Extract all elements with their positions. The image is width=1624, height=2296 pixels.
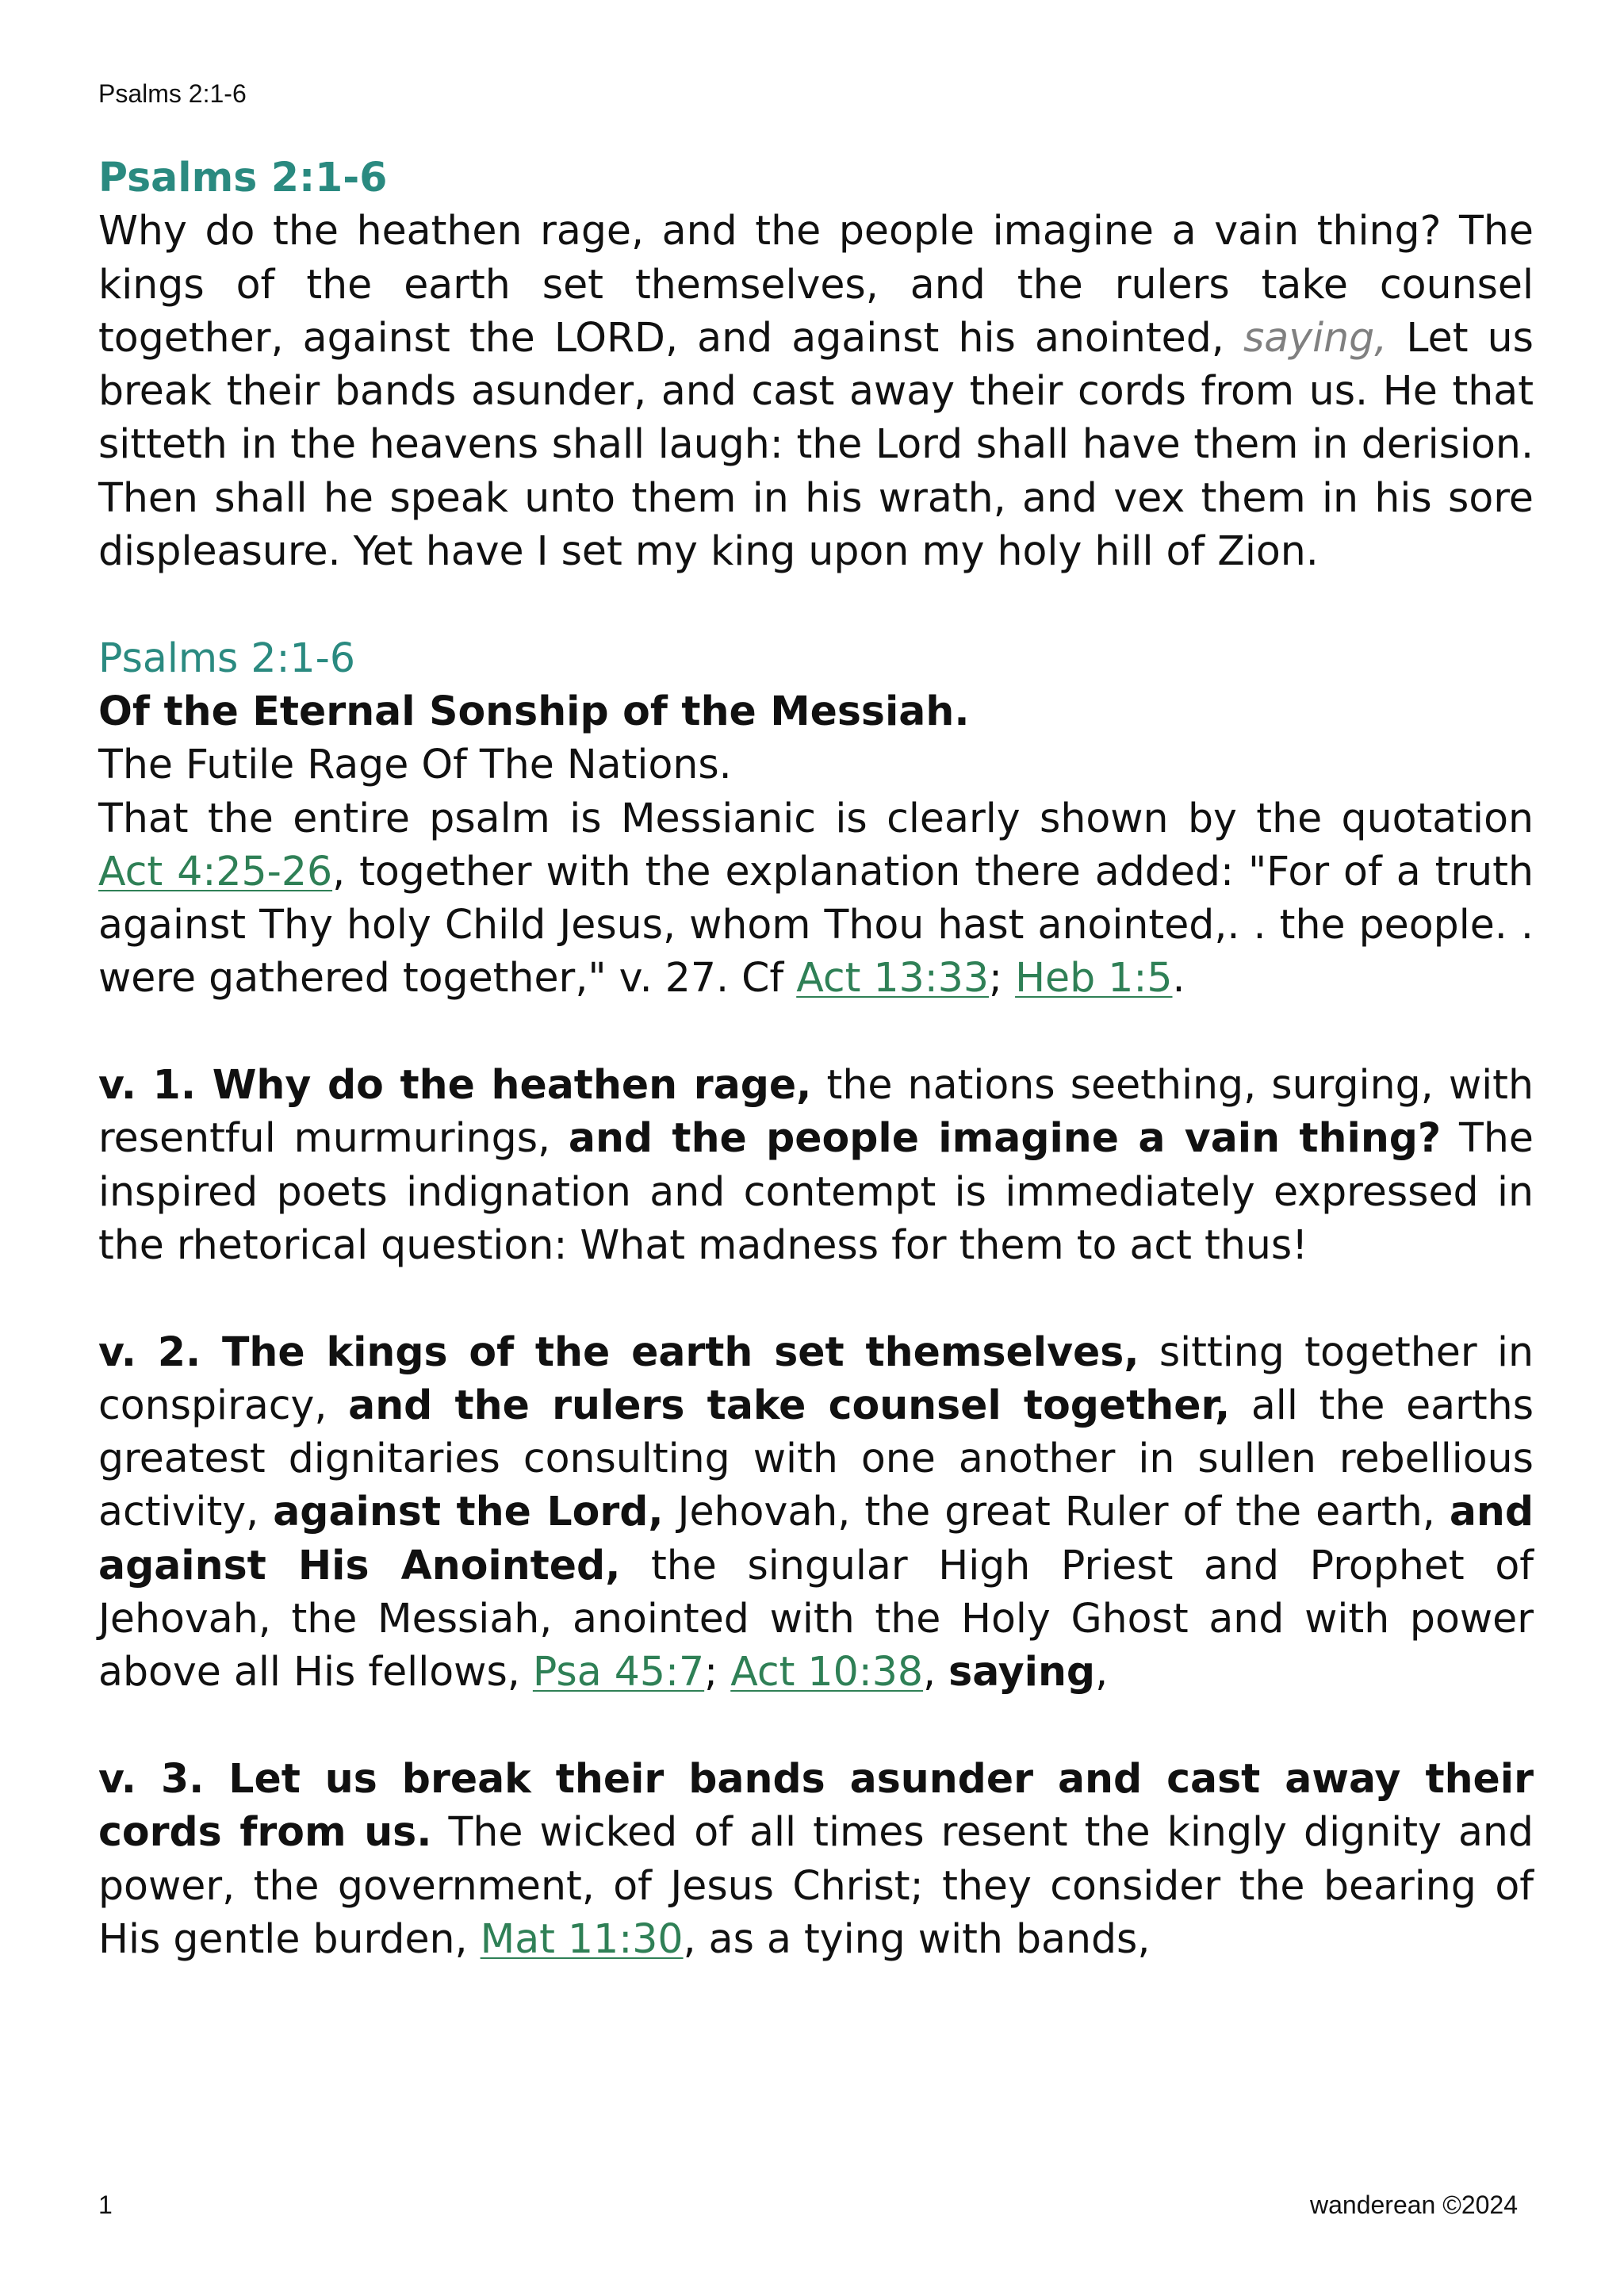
scripture-title: Psalms 2:1-6 [98,154,388,201]
intro-text-2: , together with the explanation there added: "For of a truth against Thy holy Child Jesus, whom Thou hast anointed,. . the people. . were gathered together," v. 27. Cf [98,847,1534,1002]
scripture-text-part2: Let us break their bands asunder, and cast away their cords from us. He that sitteth in the heavens shall laugh: the Lord shall have them in derision. Then shall he speak unto them in his wrath, and vex them in his sore displeasure. Yet have I set my king upon my holy hill of Zion. [98,313,1534,575]
intro-text-3: ; [989,954,1003,1002]
verse-2-commentary [98,1325,1534,1699]
verse-1-commentary [98,1058,1534,1271]
commentary-intro [98,792,1534,1005]
scripture-text [98,204,1534,577]
ref-link-act-13-33[interactable]: Act 13:33 [796,954,989,1002]
v2-text-4: the singular High Priest and Prophet of Jehovah, the Messiah, anointed with the Holy Ghost and with power above all His fellows, [98,1541,1534,1696]
commentary-heading [98,684,1534,738]
commentary-subheading: The Futile Rage Of The Nations. [98,741,732,788]
v1-bold-1: v. 1. Why do the heathen rage, [98,1061,812,1109]
v2-bold-2: and the rulers take counsel together, [348,1381,1231,1428]
v2-text-7: , [1095,1648,1109,1696]
v2-text-5: ; [704,1648,731,1696]
v3-text-1: The wicked of all times resent the kingly dignity and power, the government, of Jesus Christ; they consider the bearing of His gentle burden, [98,1808,1534,1962]
scripture-text-part1: Why do the heathen rage, and the people imagine a vain thing? The kings of the earth set themselves, and the rulers take counsel together, against the LORD, and against his anointed, [98,207,1534,361]
v2-bold-3: against the Lord, [273,1488,664,1535]
ref-link-mat-11-30[interactable]: Mat 11:30 [480,1915,684,1962]
ref-link-heb-1-5[interactable]: Heb 1:5 [1015,954,1173,1002]
copyright-notice: wanderean ©2024 [1310,2191,1518,2219]
intro-text-1: That the entire psalm is Messianic is clearly shown by the quotation [98,794,1534,841]
v3-text-2: , as a tying with bands, [683,1915,1151,1962]
v1-text-2: The inspired poets indignation and contempt is immediately expressed in the rhetorical question: What madness for them to act thus! [98,1114,1534,1268]
intro-text-4: . [1172,954,1185,1002]
commentary-reference: Psalms 2:1-6 [98,634,356,681]
commentary-heading-text: Of the Eternal Sonship of the Messiah. [98,687,970,734]
v2-bold-4: and against His Anointed, [98,1488,1534,1589]
scripture-italic-word: saying, [1243,313,1388,361]
ref-link-psa-45-7[interactable]: Psa 45:7 [532,1648,705,1696]
page-number: 1 [98,2191,113,2219]
page-content [98,151,1534,1965]
v2-text-1: sitting together in conspiracy, [98,1328,1534,1428]
running-header: Psalms 2:1-6 [98,79,247,108]
ref-link-act-4-25[interactable]: Act 4:25-26 [98,847,333,895]
ref-link-act-10-38[interactable]: Act 10:38 [730,1648,924,1696]
v2-bold-1: v. 2. The kings of the earth set themselves, [98,1328,1139,1375]
v3-bold-1: v. 3. Let us break their bands asunder and cast away their cords from us. [98,1754,1534,1856]
v1-text-1: the nations seething, surging, with resentful murmurings, [98,1061,1534,1162]
v2-text-6: , [923,1648,936,1696]
verse-3-commentary [98,1752,1534,1965]
v2-text-3: Jehovah, the great Ruler of the earth, [663,1488,1450,1535]
v2-bold-5: saying [948,1648,1096,1696]
v1-bold-2: and the people imagine a vain thing? [568,1114,1442,1162]
v2-text-2: all the earths greatest dignitaries consulting with one another in sullen rebellious activity, [98,1381,1534,1535]
